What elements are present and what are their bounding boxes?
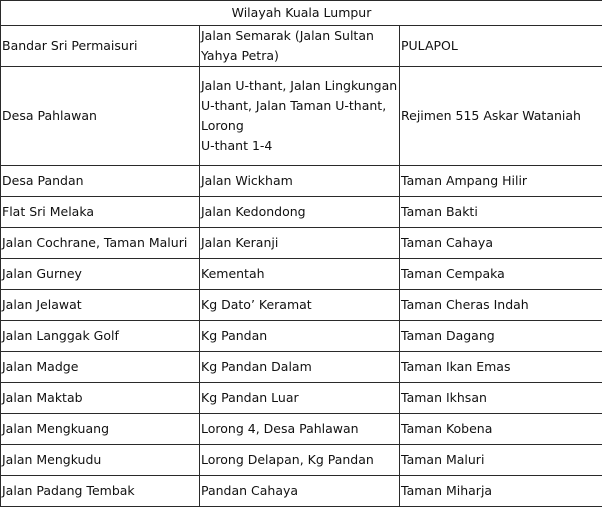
table-row (1, 290, 602, 321)
table-row (1, 321, 602, 352)
table-cell: Lorong 4, Desa Pahlawan (200, 414, 400, 445)
table-cell: Taman Maluri (400, 445, 602, 476)
table-cell: Jalan Wickham (200, 166, 400, 197)
table-cell: Jalan Keranji (200, 228, 400, 259)
table-row (1, 352, 602, 383)
table-cell: Taman Dagang (400, 321, 602, 352)
table-cell: Desa Pandan (1, 166, 200, 197)
table-cell: Taman Ikan Emas (400, 352, 602, 383)
table-cell: Desa Pahlawan (1, 67, 200, 166)
table-row (1, 197, 602, 228)
table-cell: Pandan Cahaya (200, 476, 400, 507)
table-cell: Jalan Langgak Golf (1, 321, 200, 352)
table-cell: Taman Ampang Hilir (400, 166, 602, 197)
table-cell: Jalan Gurney (1, 259, 200, 290)
table-row (1, 476, 602, 507)
table-body (1, 26, 602, 507)
table-row (1, 383, 602, 414)
table-row (1, 259, 602, 290)
table-cell: Lorong Delapan, Kg Pandan (200, 445, 400, 476)
table-cell: Jalan Mengkuang (1, 414, 200, 445)
table-cell: Jalan Madge (1, 352, 200, 383)
table-cell: Jalan Padang Tembak (1, 476, 200, 507)
table-cell: Jalan Cochrane, Taman Maluri (1, 228, 200, 259)
table-cell: Taman Kobena (400, 414, 602, 445)
table-cell: Taman Cheras Indah (400, 290, 602, 321)
table-cell: Jalan Semarak (Jalan Sultan Yahya Petra) (200, 26, 400, 67)
table-cell: Jalan Kedondong (200, 197, 400, 228)
table-cell: Bandar Sri Permaisuri (1, 26, 200, 67)
table-cell: Kg Pandan Luar (200, 383, 400, 414)
table-row (1, 166, 602, 197)
table-row (1, 228, 602, 259)
table-cell: Jalan U-thant, Jalan Lingkungan U-thant, Jalan Taman U-thant, Lorong U-thant 1-4 (200, 67, 400, 166)
table-cell: PULAPOL (400, 26, 602, 67)
table-row (1, 26, 602, 67)
table-cell: Taman Bakti (400, 197, 602, 228)
table-cell: Jalan Maktab (1, 383, 200, 414)
table-cell: Taman Cahaya (400, 228, 602, 259)
table-cell: Kg Pandan (200, 321, 400, 352)
table-cell: Rejimen 515 Askar Wataniah (400, 67, 602, 166)
table-row (1, 414, 602, 445)
table-cell: Taman Ikhsan (400, 383, 602, 414)
table-cell: Taman Miharja (400, 476, 602, 507)
table-cell: Kg Pandan Dalam (200, 352, 400, 383)
table-cell: Flat Sri Melaka (1, 197, 200, 228)
table-cell: Jalan Jelawat (1, 290, 200, 321)
table-cell: Taman Cempaka (400, 259, 602, 290)
table-cell: Kementah (200, 259, 400, 290)
table-row (1, 67, 602, 166)
table-title: Wilayah Kuala Lumpur (1, 1, 602, 26)
table-cell: Kg Dato’ Keramat (200, 290, 400, 321)
table-cell: Jalan Mengkudu (1, 445, 200, 476)
table-row (1, 445, 602, 476)
